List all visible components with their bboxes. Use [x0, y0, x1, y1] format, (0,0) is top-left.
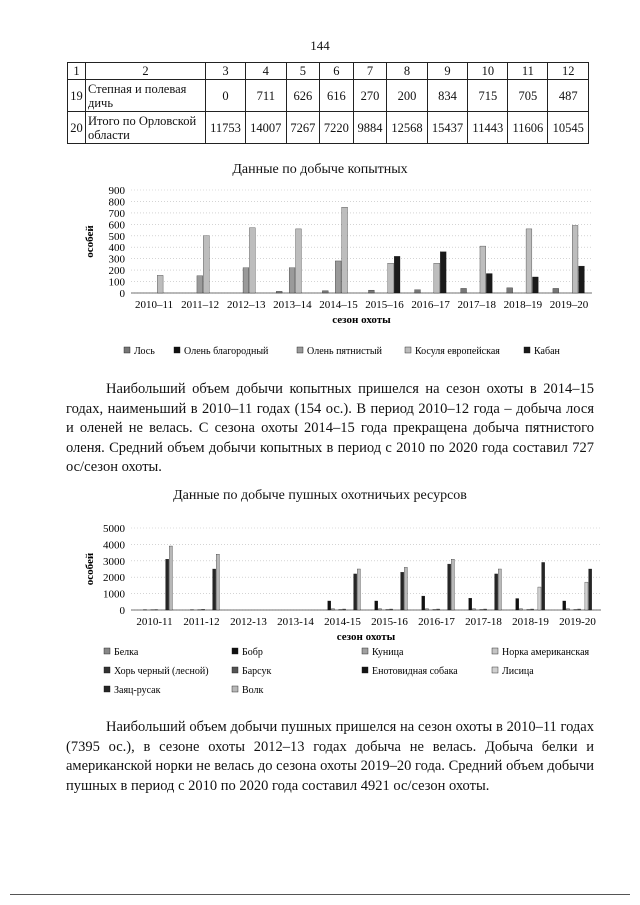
legend-swatch: [104, 667, 110, 673]
y-tick-label: 700: [108, 207, 125, 220]
fur-chart: [0, 515, 640, 705]
legend-swatch: [524, 347, 530, 353]
header-cell: 8: [387, 63, 428, 80]
bar: [516, 599, 519, 610]
bar: [589, 569, 592, 610]
x-tick-label: 2017–18: [457, 299, 496, 311]
y-tick-label: 0: [119, 288, 125, 300]
header-cell: 7: [353, 63, 387, 80]
bar: [578, 609, 581, 610]
header-cell: 12: [548, 63, 589, 80]
legend-swatch: [104, 686, 110, 692]
bar: [563, 601, 566, 610]
bar: [394, 256, 400, 293]
bar: [369, 290, 375, 293]
header-cell: 2: [86, 63, 206, 80]
x-tick-label: 2014–15: [319, 299, 358, 311]
legend-label: Енотовидная собака: [372, 666, 458, 677]
table-cell: 7267: [286, 112, 320, 144]
bar: [375, 601, 378, 610]
bar: [342, 207, 348, 293]
x-tick-label: 2010–11: [135, 299, 174, 311]
header-cell: 10: [468, 63, 508, 80]
legend-label: Заяц-русак: [114, 685, 161, 696]
table-cell: 705: [508, 80, 548, 112]
bar: [166, 559, 169, 610]
x-tick-label: 2013–14: [273, 299, 312, 311]
bar: [203, 236, 209, 293]
x-tick-label: 2015-16: [371, 616, 408, 628]
bar: [498, 569, 501, 610]
table-cell: 834: [427, 80, 468, 112]
bar: [484, 609, 487, 610]
table-header-row: [68, 63, 589, 80]
bar: [440, 252, 446, 293]
header-cell: 11: [508, 63, 548, 80]
y-tick-label: 4000: [103, 539, 125, 552]
row-number: 20: [68, 112, 86, 144]
y-tick-label: 3000: [103, 555, 125, 568]
table-cell: 11443: [468, 112, 508, 144]
header-cell: 6: [320, 63, 354, 80]
bar: [388, 263, 394, 293]
table-cell: 15437: [427, 112, 468, 144]
data-table: [67, 62, 589, 144]
legend-label: Куница: [372, 647, 404, 658]
x-tick-label: 2012-13: [230, 616, 267, 628]
table-cell: 487: [548, 80, 589, 112]
bar: [328, 601, 331, 610]
y-tick-label: 200: [108, 265, 125, 278]
row-number: 19: [68, 80, 86, 112]
bar: [532, 277, 538, 293]
table-cell: 200: [387, 80, 428, 112]
bar: [202, 609, 205, 610]
bar: [354, 574, 357, 610]
x-tick-label: 2011-12: [183, 616, 220, 628]
chart1-title: Данные по добыче копытных: [232, 162, 408, 177]
row-name: Итого по Орловской области: [86, 112, 206, 144]
bar: [469, 598, 472, 610]
legend-swatch: [405, 347, 411, 353]
legend-swatch: [232, 648, 238, 654]
bar: [331, 609, 334, 610]
x-tick-label: 2016–17: [411, 299, 450, 311]
bar: [566, 609, 569, 610]
bar: [585, 582, 588, 610]
legend-label: Белка: [114, 647, 139, 658]
y-tick-label: 600: [108, 219, 125, 232]
legend-swatch: [124, 347, 130, 353]
legend-swatch: [232, 686, 238, 692]
bar: [553, 288, 559, 293]
bar: [157, 275, 163, 293]
bar: [538, 587, 541, 610]
header-cell: 1: [68, 63, 86, 80]
y-tick-label: 1000: [103, 588, 125, 601]
y-tick-label: 300: [108, 253, 125, 266]
y-tick-label: 900: [108, 185, 125, 197]
x-tick-label: 2010-11: [136, 616, 173, 628]
x-axis-label: сезон охоты: [336, 631, 396, 643]
bar: [437, 609, 440, 610]
bar: [249, 228, 255, 293]
legend-swatch: [104, 648, 110, 654]
y-tick-label: 0: [119, 605, 125, 617]
table-cell: 270: [353, 80, 387, 112]
row-name: Степная и полевая дичь: [86, 80, 206, 112]
y-tick-label: 2000: [103, 572, 125, 585]
bar: [425, 609, 428, 610]
legend-swatch: [362, 648, 368, 654]
bar: [531, 609, 534, 610]
bar: [343, 609, 346, 610]
legend-swatch: [362, 667, 368, 673]
y-tick-label: 800: [108, 196, 125, 209]
header-cell: 3: [206, 63, 246, 80]
bar: [480, 246, 486, 293]
bar: [322, 291, 328, 293]
bar: [461, 288, 467, 293]
table-cell: 9884: [353, 112, 387, 144]
x-tick-label: 2011–12: [181, 299, 220, 311]
table-cell: 7220: [320, 112, 354, 144]
table-cell: 715: [468, 80, 508, 112]
x-axis-label: сезон охоты: [332, 314, 391, 326]
legend-label: Барсук: [242, 666, 272, 677]
legend-swatch: [297, 347, 303, 353]
x-tick-label: 2016-17: [418, 616, 455, 628]
bar: [296, 229, 302, 293]
bar: [451, 559, 454, 610]
x-tick-label: 2017-18: [465, 616, 502, 628]
legend-label: Бобр: [242, 647, 263, 658]
bar: [519, 609, 522, 610]
bar: [169, 546, 172, 610]
bar: [276, 291, 282, 293]
y-tick-label: 400: [108, 242, 125, 255]
legend-label: Олень пятнистый: [307, 346, 382, 357]
bar: [572, 225, 578, 293]
ungulates-chart: [0, 180, 640, 365]
bar: [415, 290, 421, 293]
table-cell: 10545: [548, 112, 589, 144]
bar: [357, 569, 360, 610]
y-tick-label: 5000: [103, 523, 125, 535]
bar: [335, 261, 341, 293]
x-tick-label: 2015–16: [365, 299, 404, 311]
header-cell: 4: [246, 63, 287, 80]
page-number: 144: [310, 38, 330, 53]
y-tick-label: 100: [108, 276, 125, 289]
x-tick-label: 2014-15: [324, 616, 361, 628]
legend-label: Волк: [242, 685, 264, 696]
bar: [378, 609, 381, 610]
table-cell: 11606: [508, 112, 548, 144]
table-cell: 12568: [387, 112, 428, 144]
legend-swatch: [492, 667, 498, 673]
table-cell: 11753: [206, 112, 246, 144]
table-row: [68, 80, 589, 112]
table-cell: 711: [246, 80, 287, 112]
legend-label: Лисица: [502, 666, 534, 677]
y-axis-label: особей: [84, 225, 96, 258]
legend-label: Кабан: [534, 346, 560, 357]
bar: [472, 609, 475, 610]
legend-label: Хорь черный (лесной): [114, 666, 209, 677]
bar: [197, 276, 203, 293]
chart2-title: Данные по добыче пушных охотничьих ресурсов: [173, 488, 467, 503]
paragraph-ungulates: [66, 380, 594, 478]
y-tick-label: 500: [108, 230, 125, 243]
bar: [579, 266, 585, 293]
bar: [216, 554, 219, 610]
y-axis-label: особей: [84, 552, 96, 586]
legend-label: Олень благородный: [184, 346, 269, 357]
bar: [507, 288, 513, 293]
x-tick-label: 2018-19: [512, 616, 549, 628]
bar: [213, 569, 216, 610]
bar: [448, 564, 451, 610]
bar: [495, 574, 498, 610]
header-cell: 5: [286, 63, 320, 80]
legend-label: Косуля европейская: [415, 346, 500, 357]
paragraph-fur: [66, 718, 594, 796]
table-cell: 0: [206, 80, 246, 112]
legend-swatch: [232, 667, 238, 673]
bar: [289, 268, 295, 293]
header-cell: 9: [427, 63, 468, 80]
paragraph-text: Наибольший объем добычи пушных пришелся на сезон охоты в 2010–11 годах (7395 ос.), в сезоне охоты 2012–13 годах добыча не велась. Добыча белки и американской норки не велась до сезона охоты 2019–20 года. Средний объем добычи пушных в период с 2010 по 2020 года составил 4921 ос/сезон охоты.: [66, 719, 594, 794]
bottom-rule: [10, 894, 630, 895]
table-cell: 626: [286, 80, 320, 112]
bar: [542, 562, 545, 610]
x-tick-label: 2019-20: [559, 616, 596, 628]
bar: [390, 609, 393, 610]
bar: [434, 263, 440, 293]
legend-label: Норка американская: [502, 647, 590, 658]
table-cell: 14007: [246, 112, 287, 144]
x-tick-label: 2018–19: [503, 299, 543, 311]
x-tick-label: 2012–13: [227, 299, 266, 311]
paragraph-text: Наибольший объем добычи копытных пришелся на сезон охоты в 2014–15 годах, наименьший в 2010–11 годах (154 ос.). В период 2010–12 года – добыча лося и оленей не велась. С сезона охоты 2014–15 года прекращена добыча пятнистого оленя. Средний объем добычи копытных в период с 2010 по 2020 года составил 727 ос/сезон охоты.: [66, 381, 594, 475]
legend-swatch: [174, 347, 180, 353]
bar: [243, 268, 249, 293]
bar: [422, 596, 425, 610]
bar: [486, 274, 492, 293]
bar: [404, 567, 407, 610]
x-tick-label: 2013-14: [277, 616, 314, 628]
legend-swatch: [492, 648, 498, 654]
table-cell: 616: [320, 80, 354, 112]
legend-label: Лось: [134, 346, 155, 357]
bar: [401, 572, 404, 610]
x-tick-label: 2019–20: [549, 299, 589, 311]
bar: [526, 229, 532, 293]
table-row: [68, 112, 589, 144]
